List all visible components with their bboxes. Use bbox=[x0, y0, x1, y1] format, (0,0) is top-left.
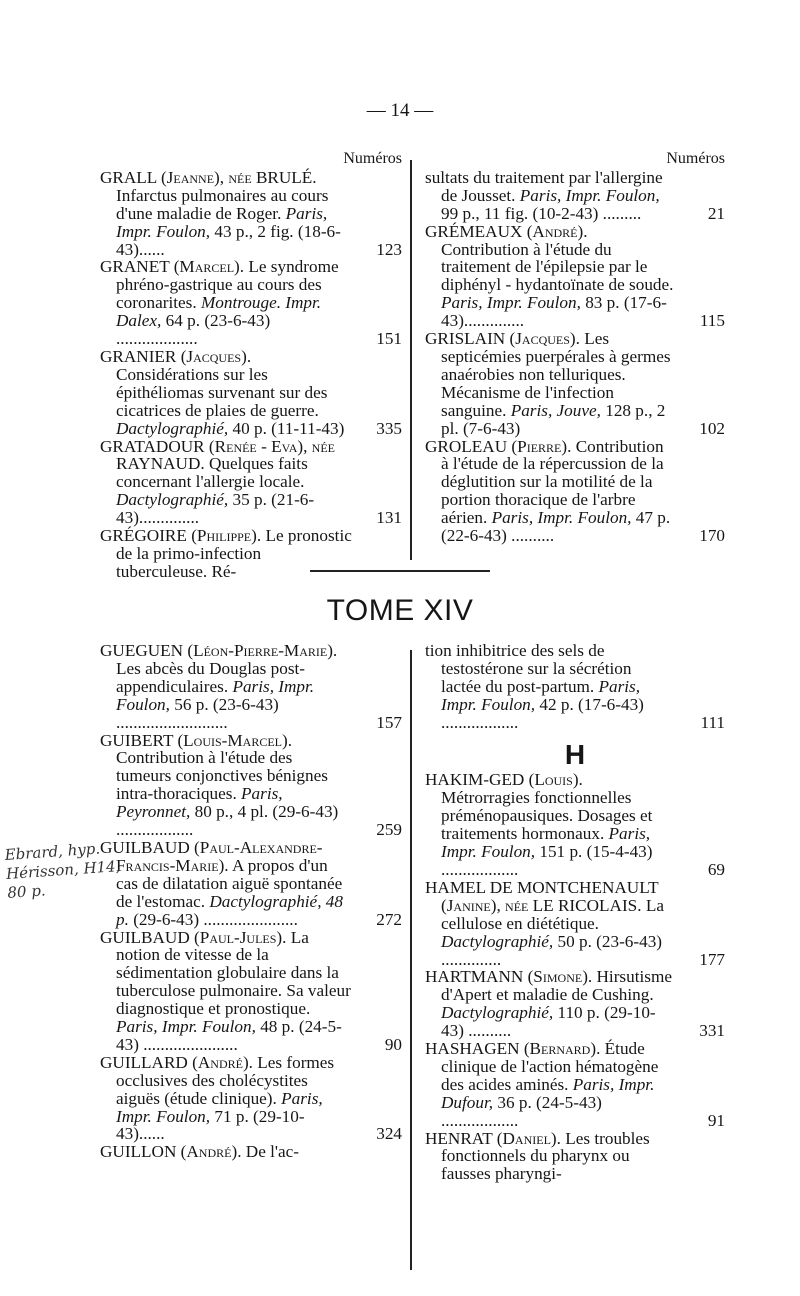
entry-title: Étude clinique de l'action hématogène des acides aminés. bbox=[441, 1039, 659, 1094]
bibliography-entry bbox=[100, 1143, 402, 1161]
entry-author-surname: GRÉMEAUX bbox=[425, 221, 523, 241]
bibliography-entry bbox=[425, 330, 725, 437]
entry-publisher: Paris, Impr. Foulon, bbox=[116, 676, 315, 714]
entry-details: 151 p. (15-4-43) .................. bbox=[441, 842, 653, 879]
entry-author-surname: HENRAT bbox=[425, 1128, 493, 1148]
page-number: — 14 — bbox=[366, 100, 434, 121]
bibliography-entry bbox=[100, 732, 402, 839]
column-bottom-right bbox=[425, 642, 725, 1183]
entry-number: 21 bbox=[707, 203, 725, 223]
section-letter-heading: H bbox=[564, 738, 586, 770]
entry-title: Hirsutisme d'Apert et maladie de Cushing. bbox=[441, 967, 672, 1005]
entry-publisher: Paris, Peyronnet, bbox=[116, 784, 283, 822]
entry-author-surname: GUILLON bbox=[100, 1142, 177, 1162]
entry-publisher: Montrouge. Impr. Dalex, bbox=[116, 293, 322, 331]
entry-details: 50 p. (23-6-43) .............. bbox=[441, 931, 663, 969]
bibliography-entry bbox=[100, 839, 402, 929]
bibliography-entry bbox=[100, 1054, 402, 1144]
entry-number: 259 bbox=[376, 820, 402, 840]
entry-title: Contribution à l'étude des tumeurs conjonctives bénignes intra-thoraciques. bbox=[116, 748, 328, 804]
entry-details: 83 p. (17-6-43).............. bbox=[441, 293, 667, 331]
entry-publisher: Dactylographié, bbox=[116, 418, 229, 438]
section-rule bbox=[310, 570, 490, 572]
entry-title: Contribution à l'étude du traitement de l'épilepsie par le diphényl - hydantoïnate de soude. bbox=[441, 239, 674, 295]
entry-author-surname: GUILLARD bbox=[100, 1052, 188, 1072]
handwritten-note bbox=[4, 838, 122, 903]
entry-title: Infarctus pulmonaires au cours d'une maladie de Roger. bbox=[116, 185, 329, 223]
entry-author-given: (Jeanne), née BRULÉ. bbox=[160, 167, 317, 187]
entry-title: Quelques faits concernant l'allergie locale. bbox=[116, 454, 308, 492]
entry-publisher: Paris, Jouve, bbox=[510, 400, 601, 420]
entry-title: Métrorragies fonctionnelles préménopausiques. Dosages et traitements hormonaux. bbox=[441, 788, 653, 844]
bibliography-entry bbox=[425, 642, 725, 732]
entry-details: 40 p. (11-11-43) bbox=[232, 418, 345, 438]
entry-number: 102 bbox=[699, 418, 725, 438]
bibliography-entry bbox=[100, 438, 402, 528]
bibliography-entry bbox=[100, 929, 402, 1054]
entry-author-given: (Philippe). bbox=[191, 526, 262, 546]
entry-details: 71 p. (29-10-43)...... bbox=[116, 1106, 305, 1144]
entry-title: tion inhibitrice des sels de testostérone sur la sécrétion lactée du post-partum. bbox=[425, 641, 632, 696]
entry-publisher: Paris, Impr. Foulon, bbox=[116, 1088, 323, 1126]
column-divider-top bbox=[410, 160, 412, 560]
entry-publisher: Paris, Impr. Foulon, bbox=[116, 1017, 256, 1037]
entry-number: 177 bbox=[699, 949, 725, 969]
bibliography-entry bbox=[100, 348, 402, 438]
entry-publisher: Paris, Impr. Foulon, bbox=[441, 676, 641, 714]
entry-details: 47 p. (22-6-43) .......... bbox=[441, 508, 671, 546]
entry-publisher: Paris, Impr. Foulon, bbox=[116, 203, 328, 241]
entry-author-given: (Simone). bbox=[527, 967, 593, 987]
entry-author-given: (Louis-Marcel). bbox=[177, 730, 293, 750]
entry-author-surname: GRALL bbox=[100, 167, 157, 187]
entry-title: Les abcès du Douglas post-appendiculaires. bbox=[116, 658, 306, 696]
entry-author-surname: GUEGUEN bbox=[100, 641, 184, 660]
entry-author-surname: GUILBAUD bbox=[100, 837, 190, 857]
entry-author-surname: GRANET bbox=[100, 257, 170, 277]
entry-title: sultats du traitement par l'allergine de Jousset. bbox=[425, 167, 663, 205]
entry-author-surname: GRÉGOIRE bbox=[100, 526, 187, 546]
entry-author-given: (André). bbox=[526, 221, 588, 241]
entry-title: A propos d'un cas de dilatation aiguë spontanée de l'estomac. bbox=[116, 855, 343, 911]
entry-publisher: Paris, Impr. Foulon, bbox=[441, 293, 581, 313]
handwritten-line: Ebrard, hyp. bbox=[4, 839, 101, 865]
entry-details: 42 p. (17-6-43) .................. bbox=[441, 694, 644, 732]
entry-number: 69 bbox=[707, 859, 725, 879]
entry-details: 128 p., 2 pl. (7-6-43) bbox=[441, 400, 666, 438]
column-divider-bottom bbox=[410, 650, 412, 1270]
entry-number: 91 bbox=[707, 1110, 725, 1130]
entry-author-given: (Daniel). bbox=[496, 1128, 561, 1148]
entry-number: 151 bbox=[376, 329, 402, 349]
bibliography-entry bbox=[425, 1130, 725, 1184]
entry-author-surname: GUILBAUD bbox=[100, 927, 190, 947]
entry-publisher: Dactylographié, bbox=[116, 490, 229, 510]
entry-number: 170 bbox=[699, 526, 725, 546]
entry-title: De l'ac- bbox=[245, 1142, 299, 1162]
entry-author-surname: GROLEAU bbox=[425, 436, 508, 456]
entry-author-surname: GRISLAIN bbox=[425, 329, 506, 349]
entry-details: (29-6-43) ...................... bbox=[133, 909, 298, 929]
entry-title: Les septicémies puerpérales à germes anaérobies non telluriques. Mécanisme de l'infection sanguine. bbox=[441, 329, 671, 420]
entry-author-surname: GRANIER bbox=[100, 346, 177, 366]
entry-author-given: (Paul-Alexandre-Francis-Marie). bbox=[116, 837, 323, 875]
entry-author-surname: HASHAGEN bbox=[425, 1039, 520, 1059]
bibliography-entry bbox=[100, 642, 402, 732]
entry-details: 56 p. (23-6-43) .......................... bbox=[116, 694, 279, 732]
handwritten-line: Hérisson, H14, bbox=[5, 857, 121, 883]
entry-title: Considérations sur les épithéliomas survenant sur des cicatrices de plaies de guerre. bbox=[116, 364, 328, 420]
entry-author-given: (André). bbox=[180, 1142, 242, 1162]
entry-title: Contribution à l'étude de la répercussion de la déglutition sur la motilité de la portion thoracique de l'arbre aérien. bbox=[441, 436, 664, 528]
entry-author-given: (Jacques). bbox=[509, 329, 580, 349]
bibliography-entry bbox=[425, 223, 725, 330]
numeros-header: Numéros bbox=[666, 150, 725, 167]
entry-details: 48 p. (24-5-43) ...................... bbox=[116, 1017, 342, 1054]
entry-publisher: Dactylographié, 48 p. bbox=[116, 891, 343, 929]
entry-publisher: Paris, Impr. Dufour, bbox=[441, 1074, 655, 1112]
entry-author-given: (Jacques). bbox=[180, 346, 252, 366]
entry-details: 35 p. (21-6-43).............. bbox=[116, 490, 315, 528]
entry-author-given: (Bernard). bbox=[523, 1039, 601, 1059]
entry-number: 272 bbox=[376, 909, 402, 929]
entry-details: 99 p., 11 fig. (10-2-43) ......... bbox=[441, 203, 642, 223]
entry-details: 64 p. (23-6-43) ................... bbox=[116, 311, 271, 349]
entry-publisher: Paris, Impr. Foulon, bbox=[441, 824, 651, 862]
entry-number: 123 bbox=[376, 239, 402, 259]
column-top-left bbox=[100, 150, 402, 581]
entry-author-given: (André). bbox=[192, 1052, 253, 1072]
entry-details: 80 p., 4 pl. (29-6-43) .................. bbox=[116, 802, 339, 840]
entry-publisher: Paris, Impr. Foulon, bbox=[519, 185, 660, 205]
entry-number: 111 bbox=[700, 712, 725, 732]
entry-number: 335 bbox=[376, 418, 402, 438]
bibliography-entry bbox=[425, 1040, 725, 1130]
entry-author-given: (Janine), née LE RICOLAIS. bbox=[441, 895, 642, 915]
entry-publisher: Paris, Impr. Foulon, bbox=[491, 508, 632, 528]
entry-author-given: (Renée - Eva), née RAYNAUD. bbox=[116, 436, 336, 474]
entry-title: Les troubles fonctionnels du pharynx ou fausses pharyngi- bbox=[441, 1128, 650, 1184]
entry-author-surname: HAKIM-GED bbox=[425, 770, 525, 790]
bibliography-entry bbox=[425, 438, 725, 545]
entry-author-given: (Pierre). bbox=[511, 436, 572, 456]
bibliography-entry bbox=[100, 169, 402, 259]
handwritten-line: 80 p. bbox=[6, 881, 47, 902]
entry-author-surname: HAMEL DE MONTCHENAULT bbox=[425, 877, 659, 897]
numeros-header: Numéros bbox=[343, 150, 402, 167]
bibliography-entry bbox=[425, 771, 725, 878]
entry-author-given: (Louis). bbox=[528, 770, 583, 790]
bibliography-entry bbox=[425, 879, 725, 969]
column-bottom-left bbox=[100, 642, 402, 1161]
entry-number: 331 bbox=[699, 1021, 725, 1041]
entry-number: 157 bbox=[376, 712, 402, 732]
entry-title: Les formes occlusives des cholécystites aiguës (étude clinique). bbox=[116, 1052, 335, 1108]
entry-author-surname: HARTMANN bbox=[425, 967, 524, 987]
entry-title: Le pronostic de la primo-infection tuberculeuse. Ré- bbox=[116, 526, 352, 581]
column-top-right bbox=[425, 150, 725, 545]
entry-title: La cellulose en diététique. bbox=[441, 895, 664, 933]
entry-title: Le syndrome phréno-gastrique au cours des coronarites. bbox=[116, 257, 339, 313]
entry-author-surname: GRATADOUR bbox=[100, 436, 205, 456]
entry-number: 90 bbox=[384, 1034, 402, 1054]
entry-author-given: (Paul-Jules). bbox=[194, 927, 287, 947]
entry-number: 115 bbox=[699, 311, 725, 331]
bibliography-entry bbox=[425, 968, 725, 1040]
entry-details: 110 p. (29-10-43) .......... bbox=[441, 1003, 656, 1041]
tome-title: TOME XIV bbox=[326, 594, 474, 627]
bibliography-entry bbox=[100, 527, 402, 581]
entry-title: La notion de vitesse de la sédimentation globulaire dans la tuberculose pulmonaire. Sa valeur diagnostique et pronostique. bbox=[116, 927, 351, 1019]
entry-author-given: (Léon-Pierre-Marie). bbox=[187, 641, 338, 660]
bibliography-entry bbox=[100, 258, 402, 348]
entry-author-given: (Marcel). bbox=[173, 257, 245, 277]
entry-number: 324 bbox=[376, 1124, 402, 1144]
entry-publisher: Dactylographié, bbox=[441, 931, 554, 951]
bibliography-entry bbox=[425, 169, 725, 223]
entry-publisher: Dactylographié, bbox=[441, 1003, 554, 1023]
entry-details: 43 p., 2 fig. (18-6-43)...... bbox=[116, 221, 341, 259]
entry-number: 131 bbox=[376, 508, 402, 528]
entry-details: 36 p. (24-5-43) .................. bbox=[441, 1092, 602, 1130]
entry-author-surname: GUIBERT bbox=[100, 730, 174, 750]
